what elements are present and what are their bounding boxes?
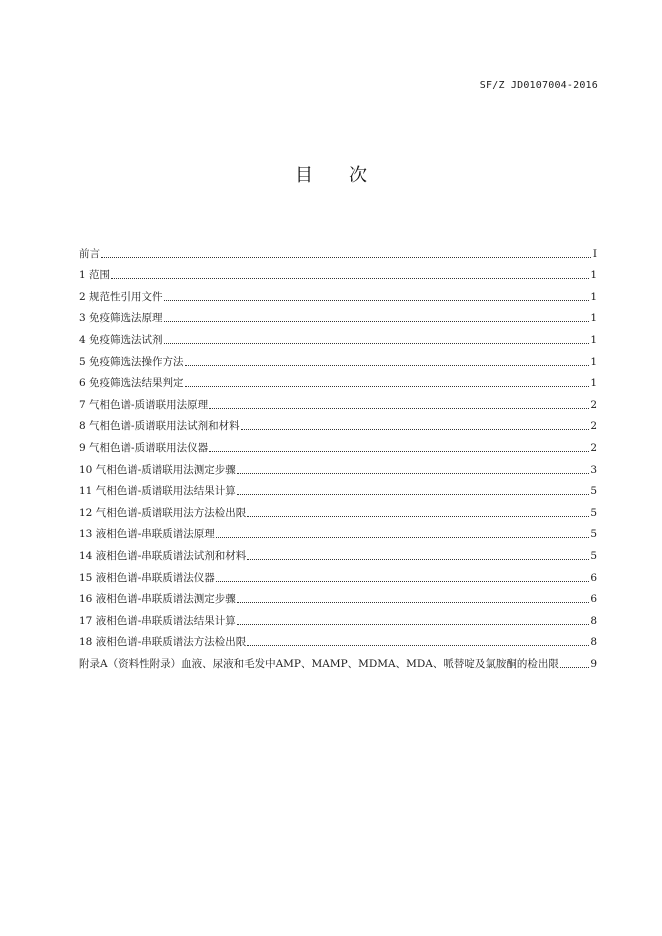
toc-dot-leader: [237, 472, 590, 474]
toc-entry[interactable]: [79, 541, 597, 563]
toc-entry[interactable]: [79, 455, 597, 477]
toc-entry-label: 13 液相色谱-串联质谱法原理: [79, 528, 215, 541]
toc-dot-leader: [164, 299, 590, 301]
toc-entry-label: 16 液相色谱-串联质谱法测定步骤: [79, 593, 236, 606]
toc-entry[interactable]: [79, 369, 597, 391]
toc-entry-page-number: 5: [590, 549, 597, 562]
toc-entry-label: 14 液相色谱-串联质谱法试剂和材料: [79, 549, 247, 562]
table-of-contents: [79, 239, 597, 671]
toc-dot-leader: [111, 277, 589, 279]
toc-entry-page-number: 1: [590, 355, 597, 368]
toc-entry-page-number: 8: [590, 614, 597, 627]
toc-title: [0, 161, 662, 187]
toc-entry[interactable]: [79, 412, 597, 434]
toc-entry[interactable]: [79, 390, 597, 412]
toc-entry-label: 前言: [79, 247, 100, 260]
toc-entry-page-number: 9: [590, 657, 597, 670]
toc-entry-page-number: 1: [590, 333, 597, 346]
toc-dot-leader: [164, 320, 590, 322]
toc-entry-label: 12 气相色谱-质谱联用法方法检出限: [79, 506, 247, 519]
toc-dot-leader: [216, 536, 590, 538]
toc-entry-page-number: 1: [590, 377, 597, 390]
toc-entry[interactable]: [79, 433, 597, 455]
toc-entry-page-number: I: [592, 247, 597, 260]
toc-entry[interactable]: [79, 261, 597, 283]
toc-entry-page-number: 6: [590, 571, 597, 584]
toc-entry-page-number: 1: [590, 290, 597, 303]
toc-dot-leader: [237, 623, 590, 625]
toc-dot-leader: [247, 644, 589, 646]
toc-title-part2: 次: [349, 165, 367, 186]
toc-entry-label: 17 液相色谱-串联质谱法结果计算: [79, 614, 236, 627]
toc-entry-label: 7 气相色谱-质谱联用法原理: [79, 398, 209, 411]
toc-entry-label: 9 气相色谱-质谱联用法仪器: [79, 441, 209, 454]
toc-entry-label: 4 免疫筛选法试剂: [79, 333, 163, 346]
toc-entry-label: 2 规范性引用文件: [79, 290, 163, 303]
toc-entry-page-number: 5: [590, 528, 597, 541]
toc-entry[interactable]: [79, 304, 597, 326]
toc-entry[interactable]: [79, 282, 597, 304]
toc-dot-leader: [209, 407, 589, 409]
toc-entry-label: 18 液相色谱-串联质谱法方法检出限: [79, 636, 247, 649]
toc-entry-page-number: 3: [590, 463, 597, 476]
toc-dot-leader: [237, 601, 590, 603]
toc-entry[interactable]: [79, 498, 597, 520]
toc-entry-label: 1 范围: [79, 269, 111, 282]
toc-entry[interactable]: [79, 628, 597, 650]
toc-dot-leader: [101, 256, 591, 258]
toc-dot-leader: [237, 493, 590, 495]
toc-dot-leader: [185, 385, 590, 387]
toc-entry-label: 11 气相色谱-质谱联用法结果计算: [79, 485, 236, 498]
toc-entry-label: 6 免疫筛选法结果判定: [79, 377, 184, 390]
toc-dot-leader: [560, 666, 589, 668]
toc-entry-page-number: 6: [590, 593, 597, 606]
document-code: SF/Z JD0107004-2016: [479, 80, 598, 91]
toc-entry[interactable]: [79, 563, 597, 585]
toc-dot-leader: [247, 515, 589, 517]
toc-entry-label: 附录A（资料性附录）血液、尿液和毛发中AMP、MAMP、MDMA、MDA、哌替啶及氯胺酮的检出限: [79, 657, 559, 670]
toc-entry-page-number: 1: [590, 312, 597, 325]
toc-entry-label: 8 气相色谱-质谱联用法试剂和材料: [79, 420, 240, 433]
toc-title-part1: 目: [295, 165, 313, 186]
toc-entry-page-number: 5: [590, 485, 597, 498]
toc-dot-leader: [241, 428, 590, 430]
toc-entry-label: 10 气相色谱-质谱联用法测定步骤: [79, 463, 236, 476]
toc-entry[interactable]: [79, 325, 597, 347]
toc-entry[interactable]: [79, 477, 597, 499]
toc-entry-label: 15 液相色谱-串联质谱法仪器: [79, 571, 215, 584]
toc-entry-page-number: 2: [590, 420, 597, 433]
toc-dot-leader: [216, 580, 590, 582]
toc-dot-leader: [209, 450, 589, 452]
toc-entry[interactable]: [79, 239, 597, 261]
toc-entry-page-number: 2: [590, 441, 597, 454]
toc-entry-page-number: 5: [590, 506, 597, 519]
toc-entry[interactable]: [79, 520, 597, 542]
toc-entry-label: 5 免疫筛选法操作方法: [79, 355, 184, 368]
toc-entry[interactable]: [79, 606, 597, 628]
toc-dot-leader: [247, 558, 589, 560]
toc-entry-page-number: 8: [590, 636, 597, 649]
toc-dot-leader: [164, 342, 590, 344]
toc-dot-leader: [185, 364, 590, 366]
toc-entry-page-number: 1: [590, 269, 597, 282]
toc-entry[interactable]: [79, 347, 597, 369]
toc-entry[interactable]: [79, 585, 597, 607]
toc-entry-page-number: 2: [590, 398, 597, 411]
toc-entry-label: 3 免疫筛选法原理: [79, 312, 163, 325]
toc-entry[interactable]: [79, 649, 597, 671]
